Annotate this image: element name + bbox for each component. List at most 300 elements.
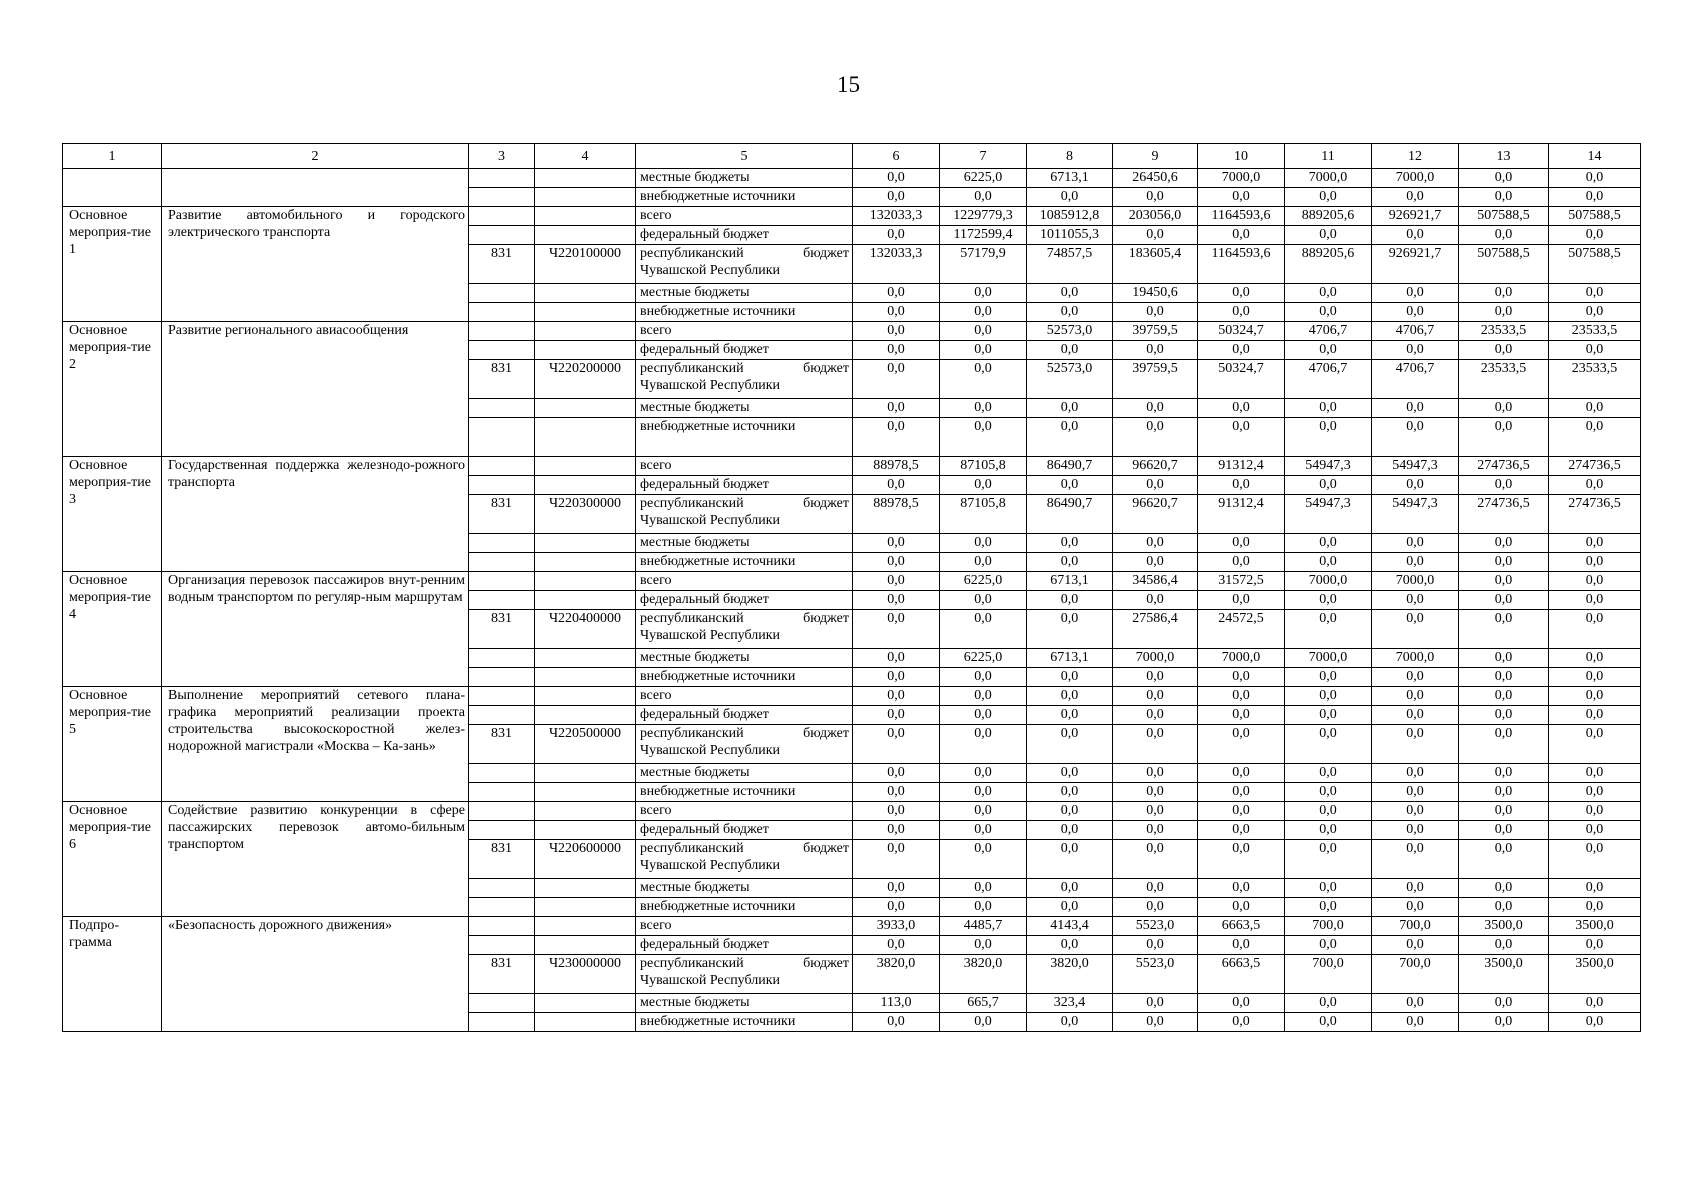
value-cell: 6663,5 bbox=[1198, 955, 1285, 994]
budget-code bbox=[535, 303, 636, 322]
funding-source: республиканский бюджет Чувашской Республики bbox=[636, 610, 853, 649]
value-cell: 132033,3 bbox=[853, 207, 940, 226]
value-cell: 0,0 bbox=[1372, 226, 1459, 245]
value-cell: 0,0 bbox=[853, 553, 940, 572]
value-cell: 0,0 bbox=[1285, 668, 1372, 687]
value-cell: 0,0 bbox=[1285, 226, 1372, 245]
value-cell: 0,0 bbox=[853, 341, 940, 360]
value-cell: 0,0 bbox=[853, 360, 940, 399]
budget-code: Ч220200000 bbox=[535, 360, 636, 399]
value-cell: 0,0 bbox=[1285, 418, 1372, 457]
value-cell: 0,0 bbox=[1027, 610, 1113, 649]
value-cell: 0,0 bbox=[1459, 534, 1549, 553]
admin-code bbox=[469, 936, 535, 955]
value-cell: 0,0 bbox=[1285, 553, 1372, 572]
value-cell: 0,0 bbox=[1549, 783, 1641, 802]
value-cell: 0,0 bbox=[1459, 668, 1549, 687]
value-cell: 86490,7 bbox=[1027, 495, 1113, 534]
value-cell: 7000,0 bbox=[1372, 649, 1459, 668]
funding-source: республиканский бюджет Чувашской Республики bbox=[636, 360, 853, 399]
value-cell: 1011055,3 bbox=[1027, 226, 1113, 245]
value-cell: 665,7 bbox=[940, 994, 1027, 1013]
value-cell: 0,0 bbox=[940, 764, 1027, 783]
budget-code: Ч220400000 bbox=[535, 610, 636, 649]
value-cell: 0,0 bbox=[1459, 610, 1549, 649]
value-cell: 0,0 bbox=[940, 840, 1027, 879]
value-cell: 0,0 bbox=[1027, 687, 1113, 706]
column-header-5: 5 bbox=[636, 144, 853, 169]
value-cell: 0,0 bbox=[1113, 936, 1198, 955]
value-cell: 0,0 bbox=[1549, 706, 1641, 725]
value-cell: 34586,4 bbox=[1113, 572, 1198, 591]
funding-source: местные бюджеты bbox=[636, 534, 853, 553]
value-cell: 7000,0 bbox=[1285, 572, 1372, 591]
admin-code bbox=[469, 879, 535, 898]
funding-source: внебюджетные источники bbox=[636, 668, 853, 687]
value-cell: 0,0 bbox=[1372, 668, 1459, 687]
value-cell: 0,0 bbox=[1027, 188, 1113, 207]
value-cell: 0,0 bbox=[1372, 284, 1459, 303]
budget-code bbox=[535, 188, 636, 207]
value-cell: 0,0 bbox=[1459, 226, 1549, 245]
value-cell: 0,0 bbox=[1549, 994, 1641, 1013]
value-cell: 0,0 bbox=[940, 610, 1027, 649]
value-cell: 0,0 bbox=[1113, 821, 1198, 840]
value-cell: 0,0 bbox=[1198, 802, 1285, 821]
value-cell: 0,0 bbox=[1113, 783, 1198, 802]
value-cell: 0,0 bbox=[1198, 764, 1285, 783]
value-cell: 0,0 bbox=[1113, 802, 1198, 821]
value-cell: 0,0 bbox=[1372, 476, 1459, 495]
value-cell: 6225,0 bbox=[940, 572, 1027, 591]
table-row bbox=[63, 572, 1641, 591]
value-cell: 0,0 bbox=[1113, 553, 1198, 572]
value-cell: 0,0 bbox=[853, 591, 940, 610]
value-cell: 0,0 bbox=[1549, 725, 1641, 764]
value-cell: 0,0 bbox=[853, 687, 940, 706]
value-cell: 0,0 bbox=[1549, 341, 1641, 360]
value-cell: 132033,3 bbox=[853, 245, 940, 284]
budget-code bbox=[535, 783, 636, 802]
value-cell: 0,0 bbox=[940, 284, 1027, 303]
value-cell: 87105,8 bbox=[940, 495, 1027, 534]
column-header-1: 1 bbox=[63, 144, 162, 169]
budget-code bbox=[535, 169, 636, 188]
budget-code bbox=[535, 879, 636, 898]
value-cell: 0,0 bbox=[1549, 668, 1641, 687]
value-cell: 50324,7 bbox=[1198, 360, 1285, 399]
value-cell: 0,0 bbox=[1372, 783, 1459, 802]
value-cell: 0,0 bbox=[1549, 898, 1641, 917]
value-cell: 0,0 bbox=[1459, 687, 1549, 706]
value-cell: 0,0 bbox=[1027, 725, 1113, 764]
budget-code bbox=[535, 706, 636, 725]
value-cell: 0,0 bbox=[1372, 418, 1459, 457]
table-row bbox=[63, 917, 1641, 936]
value-cell: 4143,4 bbox=[1027, 917, 1113, 936]
value-cell: 0,0 bbox=[1459, 649, 1549, 668]
value-cell: 0,0 bbox=[1027, 591, 1113, 610]
value-cell: 0,0 bbox=[1198, 284, 1285, 303]
value-cell: 0,0 bbox=[1372, 687, 1459, 706]
admin-code bbox=[469, 591, 535, 610]
value-cell: 0,0 bbox=[1113, 1013, 1198, 1032]
value-cell: 0,0 bbox=[1027, 802, 1113, 821]
value-cell: 54947,3 bbox=[1285, 457, 1372, 476]
table-body bbox=[63, 169, 1641, 1032]
value-cell: 0,0 bbox=[1198, 706, 1285, 725]
value-cell: 889205,6 bbox=[1285, 245, 1372, 284]
value-cell: 0,0 bbox=[1549, 476, 1641, 495]
value-cell: 74857,5 bbox=[1027, 245, 1113, 284]
value-cell: 23533,5 bbox=[1549, 360, 1641, 399]
value-cell: 0,0 bbox=[1459, 898, 1549, 917]
value-cell: 0,0 bbox=[1372, 840, 1459, 879]
value-cell: 88978,5 bbox=[853, 495, 940, 534]
value-cell: 0,0 bbox=[1372, 725, 1459, 764]
value-cell: 0,0 bbox=[1549, 418, 1641, 457]
value-cell: 0,0 bbox=[1113, 668, 1198, 687]
value-cell: 54947,3 bbox=[1285, 495, 1372, 534]
value-cell: 0,0 bbox=[1285, 188, 1372, 207]
value-cell: 0,0 bbox=[940, 783, 1027, 802]
value-cell: 7000,0 bbox=[1198, 649, 1285, 668]
admin-code: 831 bbox=[469, 840, 535, 879]
value-cell: 0,0 bbox=[1372, 764, 1459, 783]
value-cell: 0,0 bbox=[1027, 668, 1113, 687]
value-cell: 0,0 bbox=[1459, 591, 1549, 610]
column-header-7: 7 bbox=[940, 144, 1027, 169]
value-cell: 0,0 bbox=[940, 188, 1027, 207]
value-cell: 889205,6 bbox=[1285, 207, 1372, 226]
funding-source: местные бюджеты bbox=[636, 764, 853, 783]
measure-label: Основное мероприя-тие 3 bbox=[63, 457, 162, 572]
value-cell: 0,0 bbox=[940, 360, 1027, 399]
value-cell: 0,0 bbox=[1549, 553, 1641, 572]
value-cell: 0,0 bbox=[1459, 399, 1549, 418]
value-cell: 0,0 bbox=[1549, 764, 1641, 783]
value-cell: 0,0 bbox=[1113, 418, 1198, 457]
value-cell: 3820,0 bbox=[1027, 955, 1113, 994]
column-header-12: 12 bbox=[1372, 144, 1459, 169]
budget-code bbox=[535, 687, 636, 706]
value-cell: 50324,7 bbox=[1198, 322, 1285, 341]
value-cell: 0,0 bbox=[1372, 821, 1459, 840]
value-cell: 0,0 bbox=[1549, 303, 1641, 322]
value-cell: 0,0 bbox=[1459, 783, 1549, 802]
value-cell: 0,0 bbox=[1372, 706, 1459, 725]
value-cell: 0,0 bbox=[1198, 725, 1285, 764]
value-cell: 0,0 bbox=[940, 553, 1027, 572]
value-cell: 86490,7 bbox=[1027, 457, 1113, 476]
value-cell: 0,0 bbox=[940, 879, 1027, 898]
value-cell: 0,0 bbox=[1027, 821, 1113, 840]
value-cell: 0,0 bbox=[1027, 1013, 1113, 1032]
value-cell: 54947,3 bbox=[1372, 495, 1459, 534]
value-cell: 0,0 bbox=[1372, 610, 1459, 649]
funding-source: федеральный бюджет bbox=[636, 591, 853, 610]
value-cell: 0,0 bbox=[1285, 610, 1372, 649]
funding-source: республиканский бюджет Чувашской Республики bbox=[636, 955, 853, 994]
value-cell: 0,0 bbox=[853, 668, 940, 687]
value-cell: 0,0 bbox=[1549, 840, 1641, 879]
measure-title bbox=[162, 169, 469, 207]
value-cell: 0,0 bbox=[940, 418, 1027, 457]
value-cell: 0,0 bbox=[1113, 725, 1198, 764]
measure-label: Подпро-грамма bbox=[63, 917, 162, 1032]
value-cell: 1229779,3 bbox=[940, 207, 1027, 226]
budget-code bbox=[535, 284, 636, 303]
value-cell: 0,0 bbox=[1549, 936, 1641, 955]
column-header-6: 6 bbox=[853, 144, 940, 169]
column-header-8: 8 bbox=[1027, 144, 1113, 169]
value-cell: 0,0 bbox=[1027, 534, 1113, 553]
budget-code bbox=[535, 457, 636, 476]
admin-code bbox=[469, 188, 535, 207]
value-cell: 0,0 bbox=[1549, 188, 1641, 207]
funding-source: внебюджетные источники bbox=[636, 1013, 853, 1032]
value-cell: 7000,0 bbox=[1198, 169, 1285, 188]
value-cell: 23533,5 bbox=[1459, 360, 1549, 399]
value-cell: 0,0 bbox=[1198, 534, 1285, 553]
value-cell: 0,0 bbox=[1459, 936, 1549, 955]
budget-code bbox=[535, 322, 636, 341]
column-header-9: 9 bbox=[1113, 144, 1198, 169]
funding-source: всего bbox=[636, 457, 853, 476]
funding-source: федеральный бюджет bbox=[636, 706, 853, 725]
admin-code bbox=[469, 169, 535, 188]
value-cell: 0,0 bbox=[853, 572, 940, 591]
admin-code bbox=[469, 457, 535, 476]
value-cell: 0,0 bbox=[1198, 783, 1285, 802]
value-cell: 0,0 bbox=[1285, 284, 1372, 303]
value-cell: 0,0 bbox=[940, 534, 1027, 553]
value-cell: 0,0 bbox=[1113, 994, 1198, 1013]
budget-table bbox=[62, 143, 1641, 1032]
funding-source: федеральный бюджет bbox=[636, 821, 853, 840]
funding-source: местные бюджеты bbox=[636, 879, 853, 898]
value-cell: 6225,0 bbox=[940, 649, 1027, 668]
value-cell: 87105,8 bbox=[940, 457, 1027, 476]
measure-title: Организация перевозок пассажиров внут-ренним водным транспортом по регуляр-ным маршрутам bbox=[162, 572, 469, 687]
value-cell: 0,0 bbox=[1113, 764, 1198, 783]
value-cell: 507588,5 bbox=[1459, 245, 1549, 284]
column-header-14: 14 bbox=[1549, 144, 1641, 169]
value-cell: 0,0 bbox=[1113, 840, 1198, 879]
funding-source: местные бюджеты bbox=[636, 994, 853, 1013]
funding-source: внебюджетные источники bbox=[636, 418, 853, 457]
value-cell: 0,0 bbox=[1549, 226, 1641, 245]
value-cell: 3820,0 bbox=[853, 955, 940, 994]
value-cell: 0,0 bbox=[1113, 879, 1198, 898]
value-cell: 0,0 bbox=[1198, 399, 1285, 418]
value-cell: 0,0 bbox=[1285, 687, 1372, 706]
value-cell: 0,0 bbox=[1372, 898, 1459, 917]
value-cell: 3500,0 bbox=[1459, 917, 1549, 936]
budget-code bbox=[535, 1013, 636, 1032]
value-cell: 0,0 bbox=[1198, 591, 1285, 610]
value-cell: 0,0 bbox=[1198, 821, 1285, 840]
funding-source: местные бюджеты bbox=[636, 169, 853, 188]
value-cell: 0,0 bbox=[1285, 341, 1372, 360]
value-cell: 0,0 bbox=[853, 802, 940, 821]
value-cell: 0,0 bbox=[1198, 687, 1285, 706]
budget-code bbox=[535, 534, 636, 553]
admin-code bbox=[469, 802, 535, 821]
value-cell: 0,0 bbox=[1549, 649, 1641, 668]
admin-code bbox=[469, 534, 535, 553]
admin-code bbox=[469, 783, 535, 802]
value-cell: 0,0 bbox=[1198, 303, 1285, 322]
admin-code: 831 bbox=[469, 955, 535, 994]
table-row bbox=[63, 687, 1641, 706]
value-cell: 0,0 bbox=[1198, 1013, 1285, 1032]
value-cell: 0,0 bbox=[853, 418, 940, 457]
value-cell: 0,0 bbox=[1372, 591, 1459, 610]
budget-code bbox=[535, 207, 636, 226]
value-cell: 0,0 bbox=[853, 610, 940, 649]
value-cell: 0,0 bbox=[1459, 821, 1549, 840]
value-cell: 0,0 bbox=[1372, 802, 1459, 821]
value-cell: 0,0 bbox=[1459, 341, 1549, 360]
value-cell: 6713,1 bbox=[1027, 169, 1113, 188]
value-cell: 183605,4 bbox=[1113, 245, 1198, 284]
funding-source: республиканский бюджет Чувашской Республики bbox=[636, 840, 853, 879]
funding-source: всего bbox=[636, 687, 853, 706]
value-cell: 0,0 bbox=[1372, 303, 1459, 322]
value-cell: 0,0 bbox=[1113, 226, 1198, 245]
value-cell: 0,0 bbox=[853, 840, 940, 879]
value-cell: 91312,4 bbox=[1198, 457, 1285, 476]
funding-source: республиканский бюджет Чувашской Республики bbox=[636, 725, 853, 764]
value-cell: 0,0 bbox=[853, 821, 940, 840]
funding-source: внебюджетные источники bbox=[636, 303, 853, 322]
value-cell: 7000,0 bbox=[1285, 649, 1372, 668]
admin-code bbox=[469, 898, 535, 917]
value-cell: 0,0 bbox=[940, 802, 1027, 821]
value-cell: 7000,0 bbox=[1372, 169, 1459, 188]
value-cell: 0,0 bbox=[940, 898, 1027, 917]
funding-source: федеральный бюджет bbox=[636, 476, 853, 495]
value-cell: 274736,5 bbox=[1459, 457, 1549, 476]
value-cell: 0,0 bbox=[940, 821, 1027, 840]
budget-code bbox=[535, 418, 636, 457]
value-cell: 274736,5 bbox=[1549, 495, 1641, 534]
value-cell: 96620,7 bbox=[1113, 457, 1198, 476]
admin-code bbox=[469, 399, 535, 418]
value-cell: 0,0 bbox=[1459, 169, 1549, 188]
value-cell: 700,0 bbox=[1372, 955, 1459, 994]
value-cell: 6225,0 bbox=[940, 169, 1027, 188]
value-cell: 0,0 bbox=[940, 936, 1027, 955]
value-cell: 1164593,6 bbox=[1198, 245, 1285, 284]
funding-source: всего bbox=[636, 802, 853, 821]
budget-code bbox=[535, 821, 636, 840]
value-cell: 0,0 bbox=[1285, 898, 1372, 917]
value-cell: 52573,0 bbox=[1027, 322, 1113, 341]
value-cell: 0,0 bbox=[1027, 418, 1113, 457]
column-header-13: 13 bbox=[1459, 144, 1549, 169]
value-cell: 23533,5 bbox=[1459, 322, 1549, 341]
value-cell: 0,0 bbox=[1027, 341, 1113, 360]
value-cell: 0,0 bbox=[1372, 1013, 1459, 1032]
value-cell: 113,0 bbox=[853, 994, 940, 1013]
measure-title: Развитие автомобильного и городского электрического транспорта bbox=[162, 207, 469, 322]
admin-code bbox=[469, 303, 535, 322]
funding-source: республиканский бюджет Чувашской Республики bbox=[636, 245, 853, 284]
measure-title: Развитие регионального авиасообщения bbox=[162, 322, 469, 457]
budget-code: Ч220300000 bbox=[535, 495, 636, 534]
value-cell: 0,0 bbox=[1372, 879, 1459, 898]
value-cell: 0,0 bbox=[853, 879, 940, 898]
value-cell: 0,0 bbox=[1027, 936, 1113, 955]
value-cell: 7000,0 bbox=[1372, 572, 1459, 591]
value-cell: 4706,7 bbox=[1372, 360, 1459, 399]
budget-code: Ч220100000 bbox=[535, 245, 636, 284]
admin-code bbox=[469, 226, 535, 245]
value-cell: 0,0 bbox=[1285, 399, 1372, 418]
value-cell: 19450,6 bbox=[1113, 284, 1198, 303]
admin-code bbox=[469, 706, 535, 725]
value-cell: 0,0 bbox=[1285, 476, 1372, 495]
value-cell: 700,0 bbox=[1285, 917, 1372, 936]
value-cell: 0,0 bbox=[1549, 399, 1641, 418]
value-cell: 91312,4 bbox=[1198, 495, 1285, 534]
value-cell: 0,0 bbox=[1285, 994, 1372, 1013]
value-cell: 0,0 bbox=[1549, 534, 1641, 553]
value-cell: 0,0 bbox=[940, 668, 1027, 687]
budget-code bbox=[535, 341, 636, 360]
value-cell: 926921,7 bbox=[1372, 245, 1459, 284]
table-row bbox=[63, 322, 1641, 341]
admin-code bbox=[469, 284, 535, 303]
funding-source: местные бюджеты bbox=[636, 649, 853, 668]
value-cell: 3933,0 bbox=[853, 917, 940, 936]
admin-code bbox=[469, 341, 535, 360]
value-cell: 0,0 bbox=[1549, 879, 1641, 898]
value-cell: 3500,0 bbox=[1549, 917, 1641, 936]
value-cell: 0,0 bbox=[940, 303, 1027, 322]
value-cell: 0,0 bbox=[1027, 840, 1113, 879]
admin-code: 831 bbox=[469, 725, 535, 764]
value-cell: 926921,7 bbox=[1372, 207, 1459, 226]
admin-code bbox=[469, 572, 535, 591]
value-cell: 5523,0 bbox=[1113, 917, 1198, 936]
value-cell: 7000,0 bbox=[1285, 169, 1372, 188]
value-cell: 6713,1 bbox=[1027, 572, 1113, 591]
value-cell: 0,0 bbox=[1027, 879, 1113, 898]
value-cell: 0,0 bbox=[1459, 284, 1549, 303]
value-cell: 0,0 bbox=[1459, 418, 1549, 457]
value-cell: 0,0 bbox=[1285, 706, 1372, 725]
value-cell: 96620,7 bbox=[1113, 495, 1198, 534]
budget-code: Ч220600000 bbox=[535, 840, 636, 879]
value-cell: 0,0 bbox=[1113, 534, 1198, 553]
value-cell: 0,0 bbox=[1459, 553, 1549, 572]
value-cell: 0,0 bbox=[853, 936, 940, 955]
value-cell: 0,0 bbox=[940, 322, 1027, 341]
value-cell: 0,0 bbox=[1198, 188, 1285, 207]
value-cell: 4706,7 bbox=[1285, 360, 1372, 399]
budget-code bbox=[535, 591, 636, 610]
budget-code bbox=[535, 917, 636, 936]
funding-source: внебюджетные источники bbox=[636, 783, 853, 802]
value-cell: 0,0 bbox=[1113, 399, 1198, 418]
measure-label bbox=[63, 169, 162, 207]
value-cell: 0,0 bbox=[1459, 188, 1549, 207]
value-cell: 1172599,4 bbox=[940, 226, 1027, 245]
value-cell: 0,0 bbox=[1027, 399, 1113, 418]
